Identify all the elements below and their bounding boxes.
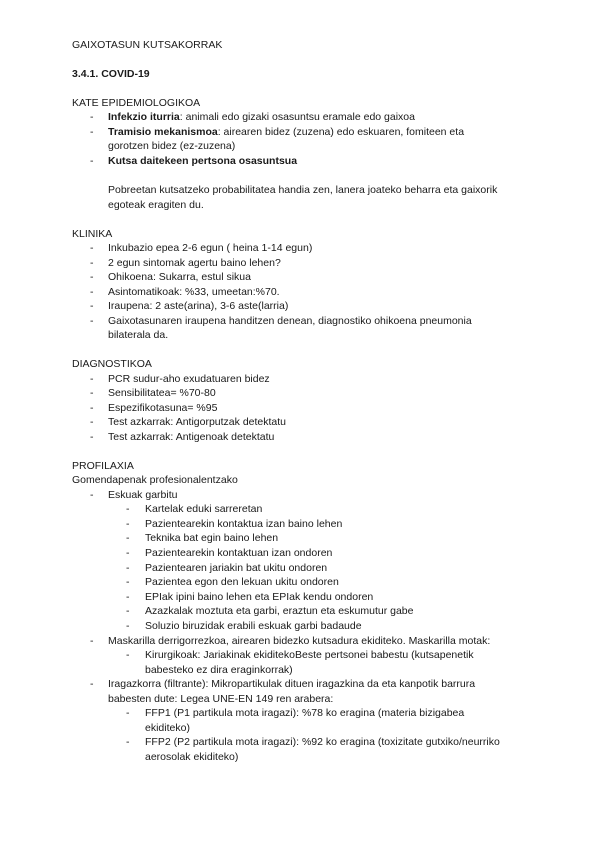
section-title: 3.4.1. COVID-19	[72, 68, 150, 80]
term: Tramisio mekanismoa	[108, 126, 218, 138]
list-bullet: -	[90, 315, 94, 327]
sublist-bullet: -	[126, 547, 130, 559]
sublist-item: Pazientearekin kontaktua izan baino lehen	[145, 518, 343, 530]
list-item-continuation: babesten dute: Legea UNE-EN 149 ren arabera:	[108, 693, 334, 705]
list-bullet: -	[90, 126, 94, 138]
sublist-bullet: -	[126, 649, 130, 661]
list-item: Eskuak garbitu	[108, 489, 178, 501]
sublist-bullet: -	[126, 532, 130, 544]
list-item: PCR sudur-aho exudatuaren bidez	[108, 373, 270, 385]
list-item: Gaixotasunaren iraupena handitzen denean, diagnostiko ohikoena pneumonia	[108, 315, 472, 327]
sublist-bullet: -	[126, 518, 130, 530]
document-title: GAIXOTASUN KUTSAKORRAK	[72, 39, 223, 51]
term-desc: : airearen bidez (zuzena) edo eskuaren, fomiteen eta	[217, 126, 465, 138]
sublist-item: Kartelak eduki sarreretan	[145, 503, 263, 515]
term: Kutsa daitekeen pertsona osasuntsua	[108, 155, 298, 167]
list-item: Sensibilitatea= %70-80	[108, 387, 216, 399]
list-item: Inkubazio epea 2-6 egun ( heina 1-14 egun)	[108, 242, 313, 254]
sublist-bullet: -	[126, 591, 130, 603]
list-item: Test azkarrak: Antigorputzak detektatu	[108, 416, 287, 428]
sublist-item: Pazientea egon den lekuan ukitu ondoren	[145, 576, 339, 588]
sublist-bullet: -	[126, 576, 130, 588]
list-bullet: -	[90, 678, 94, 690]
sublist-bullet: -	[126, 707, 130, 719]
list-bullet: -	[90, 257, 94, 269]
paragraph-line: Pobreetan kutsatzeko probabilitatea handia zen, lanera joateko beharra eta gaixorik	[108, 184, 498, 196]
profilaxia-intro: Gomendapenak profesionalentzako	[72, 474, 238, 486]
sublist-item: Soluzio biruzidak erabili eskuak garbi badaude	[145, 620, 362, 632]
sublist-item: Pazientearen jariakin bat ukitu ondoren	[145, 562, 328, 574]
sublist-item: Teknika bat egin baino lehen	[145, 532, 279, 544]
list-bullet: -	[90, 373, 94, 385]
list-item: Test azkarrak: Antigenoak detektatu	[108, 431, 275, 443]
list-bullet: -	[90, 155, 94, 167]
list-bullet: -	[90, 402, 94, 414]
list-item: Asintomatikoak: %33, umeetan:%70.	[108, 286, 280, 298]
list-item: Espezifikotasuna= %95	[108, 402, 218, 414]
diagnostikoa-heading: DIAGNOSTIKOA	[72, 358, 152, 370]
list-item	[108, 125, 464, 140]
list-item: 2 egun sintomak agertu baino lehen?	[108, 257, 281, 269]
klinika-heading: KLINIKA	[72, 228, 113, 240]
list-bullet: -	[90, 242, 94, 254]
sublist-item: Kirurgikoak: Jariakinak ekiditekoBeste pertsonei babestu (kutsapenetik	[145, 649, 474, 661]
sublist-bullet: -	[126, 605, 130, 617]
sublist-bullet: -	[126, 620, 130, 632]
profilaxia-heading: PROFILAXIA	[72, 460, 134, 472]
list-bullet: -	[90, 431, 94, 443]
sublist-item-continuation: babesteko ez dira eraginkorrak)	[145, 664, 293, 676]
kate-heading: KATE EPIDEMIOLOGIKOA	[72, 97, 201, 109]
term-desc: : animali edo gizaki osasuntsu eramale edo gaixoa	[179, 111, 415, 123]
sublist-item: Pazientearekin kontaktuan izan ondoren	[145, 547, 333, 559]
list-item: Iragazkorra (filtrante): Mikropartikulak dituen iragazkina da eta kanpotik barrura	[108, 678, 476, 690]
list-item: Maskarilla derrigorrezkoa, airearen bidezko kutsadura ekiditeko. Maskarilla motak:	[108, 635, 491, 647]
list-bullet: -	[90, 111, 94, 123]
list-bullet: -	[90, 635, 94, 647]
sublist-item: FFP1 (P1 partikula mota iragazi): %78 ko eragina (materia bizigabea	[145, 707, 465, 719]
sublist-item-continuation: aerosolak ekiditeko)	[145, 751, 239, 763]
list-item	[108, 110, 415, 125]
list-item	[108, 154, 297, 169]
paragraph-line: egoteak eragiten du.	[108, 199, 204, 211]
sublist-item-continuation: ekiditeko)	[145, 722, 190, 734]
sublist-bullet: -	[126, 736, 130, 748]
sublist-item: FFP2 (P2 partikula mota iragazi): %92 ko eragina (toxizitate gutxiko/neurriko	[145, 736, 500, 748]
sublist-bullet: -	[126, 503, 130, 515]
list-item: Ohikoena: Sukarra, estul sikua	[108, 271, 251, 283]
list-bullet: -	[90, 387, 94, 399]
sublist-item: Azazkalak moztuta eta garbi, eraztun eta eskumutur gabe	[145, 605, 414, 617]
list-bullet: -	[90, 286, 94, 298]
list-bullet: -	[90, 416, 94, 428]
sublist-item: EPIak ipini baino lehen eta EPIak kendu ondoren	[145, 591, 374, 603]
list-item-continuation: bilaterala da.	[108, 329, 169, 341]
list-bullet: -	[90, 489, 94, 501]
list-item-continuation: gorotzen bidez (ez-zuzena)	[108, 140, 236, 152]
list-bullet: -	[90, 271, 94, 283]
list-bullet: -	[90, 300, 94, 312]
term: Infekzio iturria	[108, 111, 180, 123]
list-item: Iraupena: 2 aste(arina), 3-6 aste(larria)	[108, 300, 289, 312]
sublist-bullet: -	[126, 562, 130, 574]
